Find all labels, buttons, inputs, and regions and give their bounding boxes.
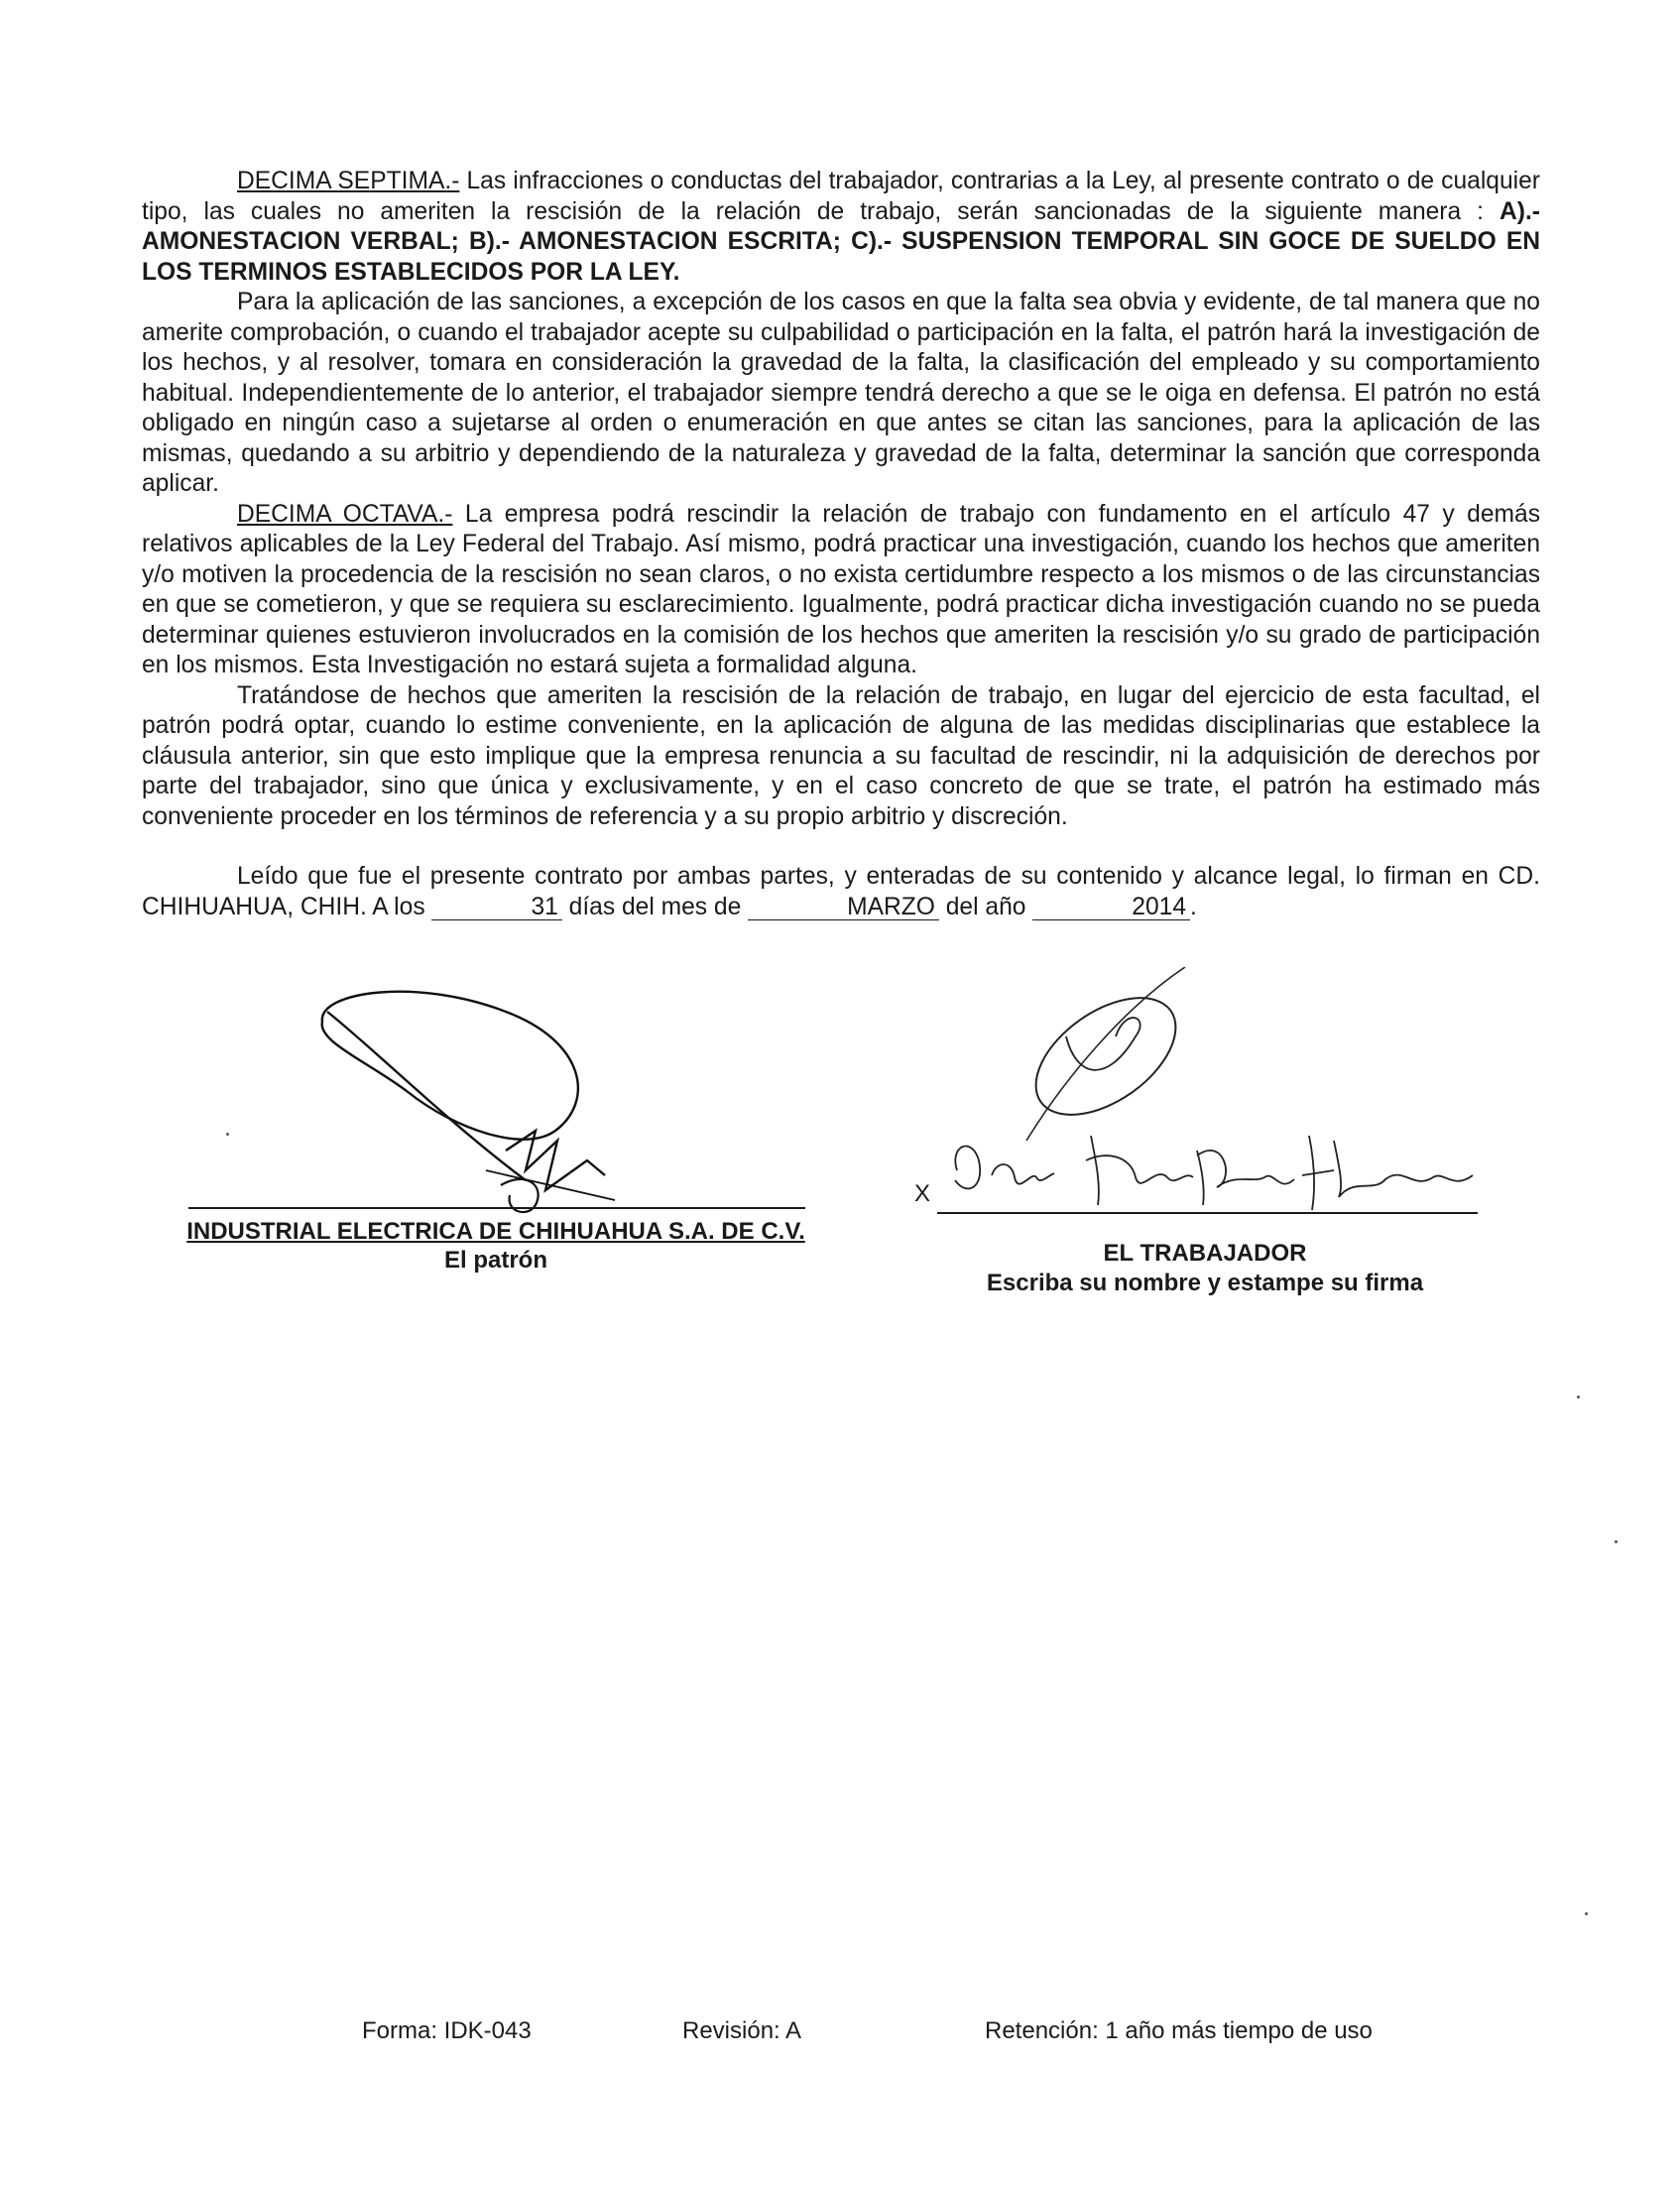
clause-17-text: Las infracciones o conductas del trabajador, contrarias a la Ley, al presente contrato o de cualquier tipo, las cuales no ameriten la rescisión de la relación de trabajo, serán sancionadas de la siguiente manera : <box>142 168 1540 225</box>
day-field: 31 <box>431 896 561 920</box>
clause-18-paragraph <box>142 500 1540 681</box>
worker-signature <box>937 967 1522 1230</box>
scan-speck <box>226 1133 229 1136</box>
scan-speck <box>1585 1912 1588 1915</box>
closing-text-3: del año <box>938 893 1033 920</box>
employer-signature-line <box>188 1207 805 1209</box>
scan-speck <box>1615 1540 1618 1543</box>
clause-18-text: La empresa podrá rescindir la relación de trabajo con fundamento en el artículo 47 y demás relativos aplicables de la Ley Federal del Trabajo. Así mismo, podrá practicar una investigación, cuando los hechos que ameriten y/o motiven la procedencia de la rescisión no sean claros, o no exista certidumbre respecto a los mismos o de las circunstancias en que se cometieron, y que se requiera su esclarecimiento. Igualmente, podrá practicar dicha investigación cuando no se pueda determinar quienes estuvieron involucrados en la comisión de los hechos que ameriten la rescisión y/o su grado de participación en los mismos. Esta Investigación no estará sujeta a formalidad alguna. <box>142 500 1541 678</box>
clause-18-title: DECIMA OCTAVA.- <box>237 500 453 528</box>
closing-text-4: . <box>1190 893 1197 920</box>
employer-signature <box>298 982 655 1220</box>
footer-retention: Retención: 1 año más tiempo de uso <box>985 2017 1373 2044</box>
closing-paragraph <box>142 862 1540 922</box>
scan-speck <box>1577 1396 1580 1399</box>
clause-17-paragraph-2: Para la aplicación de las sanciones, a excepción de los casos en que la falta sea obvia y evidente, de tal manera que no amerite comprobación, o cuando el trabajador acepte su culpabilidad o participación en la falta, el patrón hará la investigación de los hechos, y al resolver, tomara en consideración la gravedad de la falta, la clasificación del empleado y su comportamiento habitual. Independientemente de lo anterior, el trabajador siempre tendrá derecho a que se le oiga en defensa. El patrón no está obligado en ningún caso a sujetarse al orden o enumeración en que antes se citan las sanciones, para la aplicación de las mismas, quedando a su arbitrio y dependiendo de la naturaleza y gravedad de la falta, determinar la sanción que corresponda aplicar. <box>142 289 1540 497</box>
clause-18-paragraph-2: Tratándose de hechos que ameriten la rescisión de la relación de trabajo, en lugar del ejercicio de esta facultad, el patrón podrá optar, cuando lo estime conveniente, en la aplicación de alguna de las medidas disciplinarias que establece la cláusula anterior, sin que esto implique que la empresa renuncia a su facultad de rescindir, ni la adquisición de derechos por parte del trabajador, sino que única y exclusivamente, y en el caso concreto de que se trate, el patrón ha estimado más conveniente proceder en los términos de referencia y a su propio arbitrio y discreción. <box>142 681 1540 830</box>
clause-17-paragraph <box>142 167 1540 288</box>
worker-instruction-label: Escriba su nombre y estampe su firma <box>986 1270 1424 1296</box>
footer-revision: Revisión: A <box>682 2017 802 2044</box>
clause-17-title: DECIMA SEPTIMA.- <box>237 168 460 194</box>
clause-17-sanctions: A).- AMONESTACION VERBAL; B).- AMONESTACION ESCRITA; C).- SUSPENSION TEMPORAL SIN GOCE DE SUELDO EN LOS TERMINOS ESTABLECIDOS POR LA LEY. <box>142 197 1540 286</box>
signature-x-mark: X <box>914 1180 931 1207</box>
contract-body <box>142 167 1540 922</box>
footer-form-code: Forma: IDK-043 <box>362 2017 532 2044</box>
closing-text-2: días del mes de <box>561 893 749 920</box>
employer-role-label: El patrón <box>443 1247 547 1274</box>
employer-company-name: INDUSTRIAL ELECTRICA DE CHIHUAHUA S.A. DE C.V. <box>186 1218 805 1245</box>
worker-signature-line <box>937 1212 1478 1214</box>
month-field: MARZO <box>748 896 939 920</box>
worker-role-label: EL TRABAJADOR <box>1103 1240 1307 1267</box>
year-field: 2014 <box>1032 896 1190 920</box>
closing-text-1: Leído que fue el presente contrato por ambas partes, y enteradas de su contenido y alcance legal, lo firman en CD. CHIHUAHUA, CHIH. A los <box>142 863 1540 920</box>
